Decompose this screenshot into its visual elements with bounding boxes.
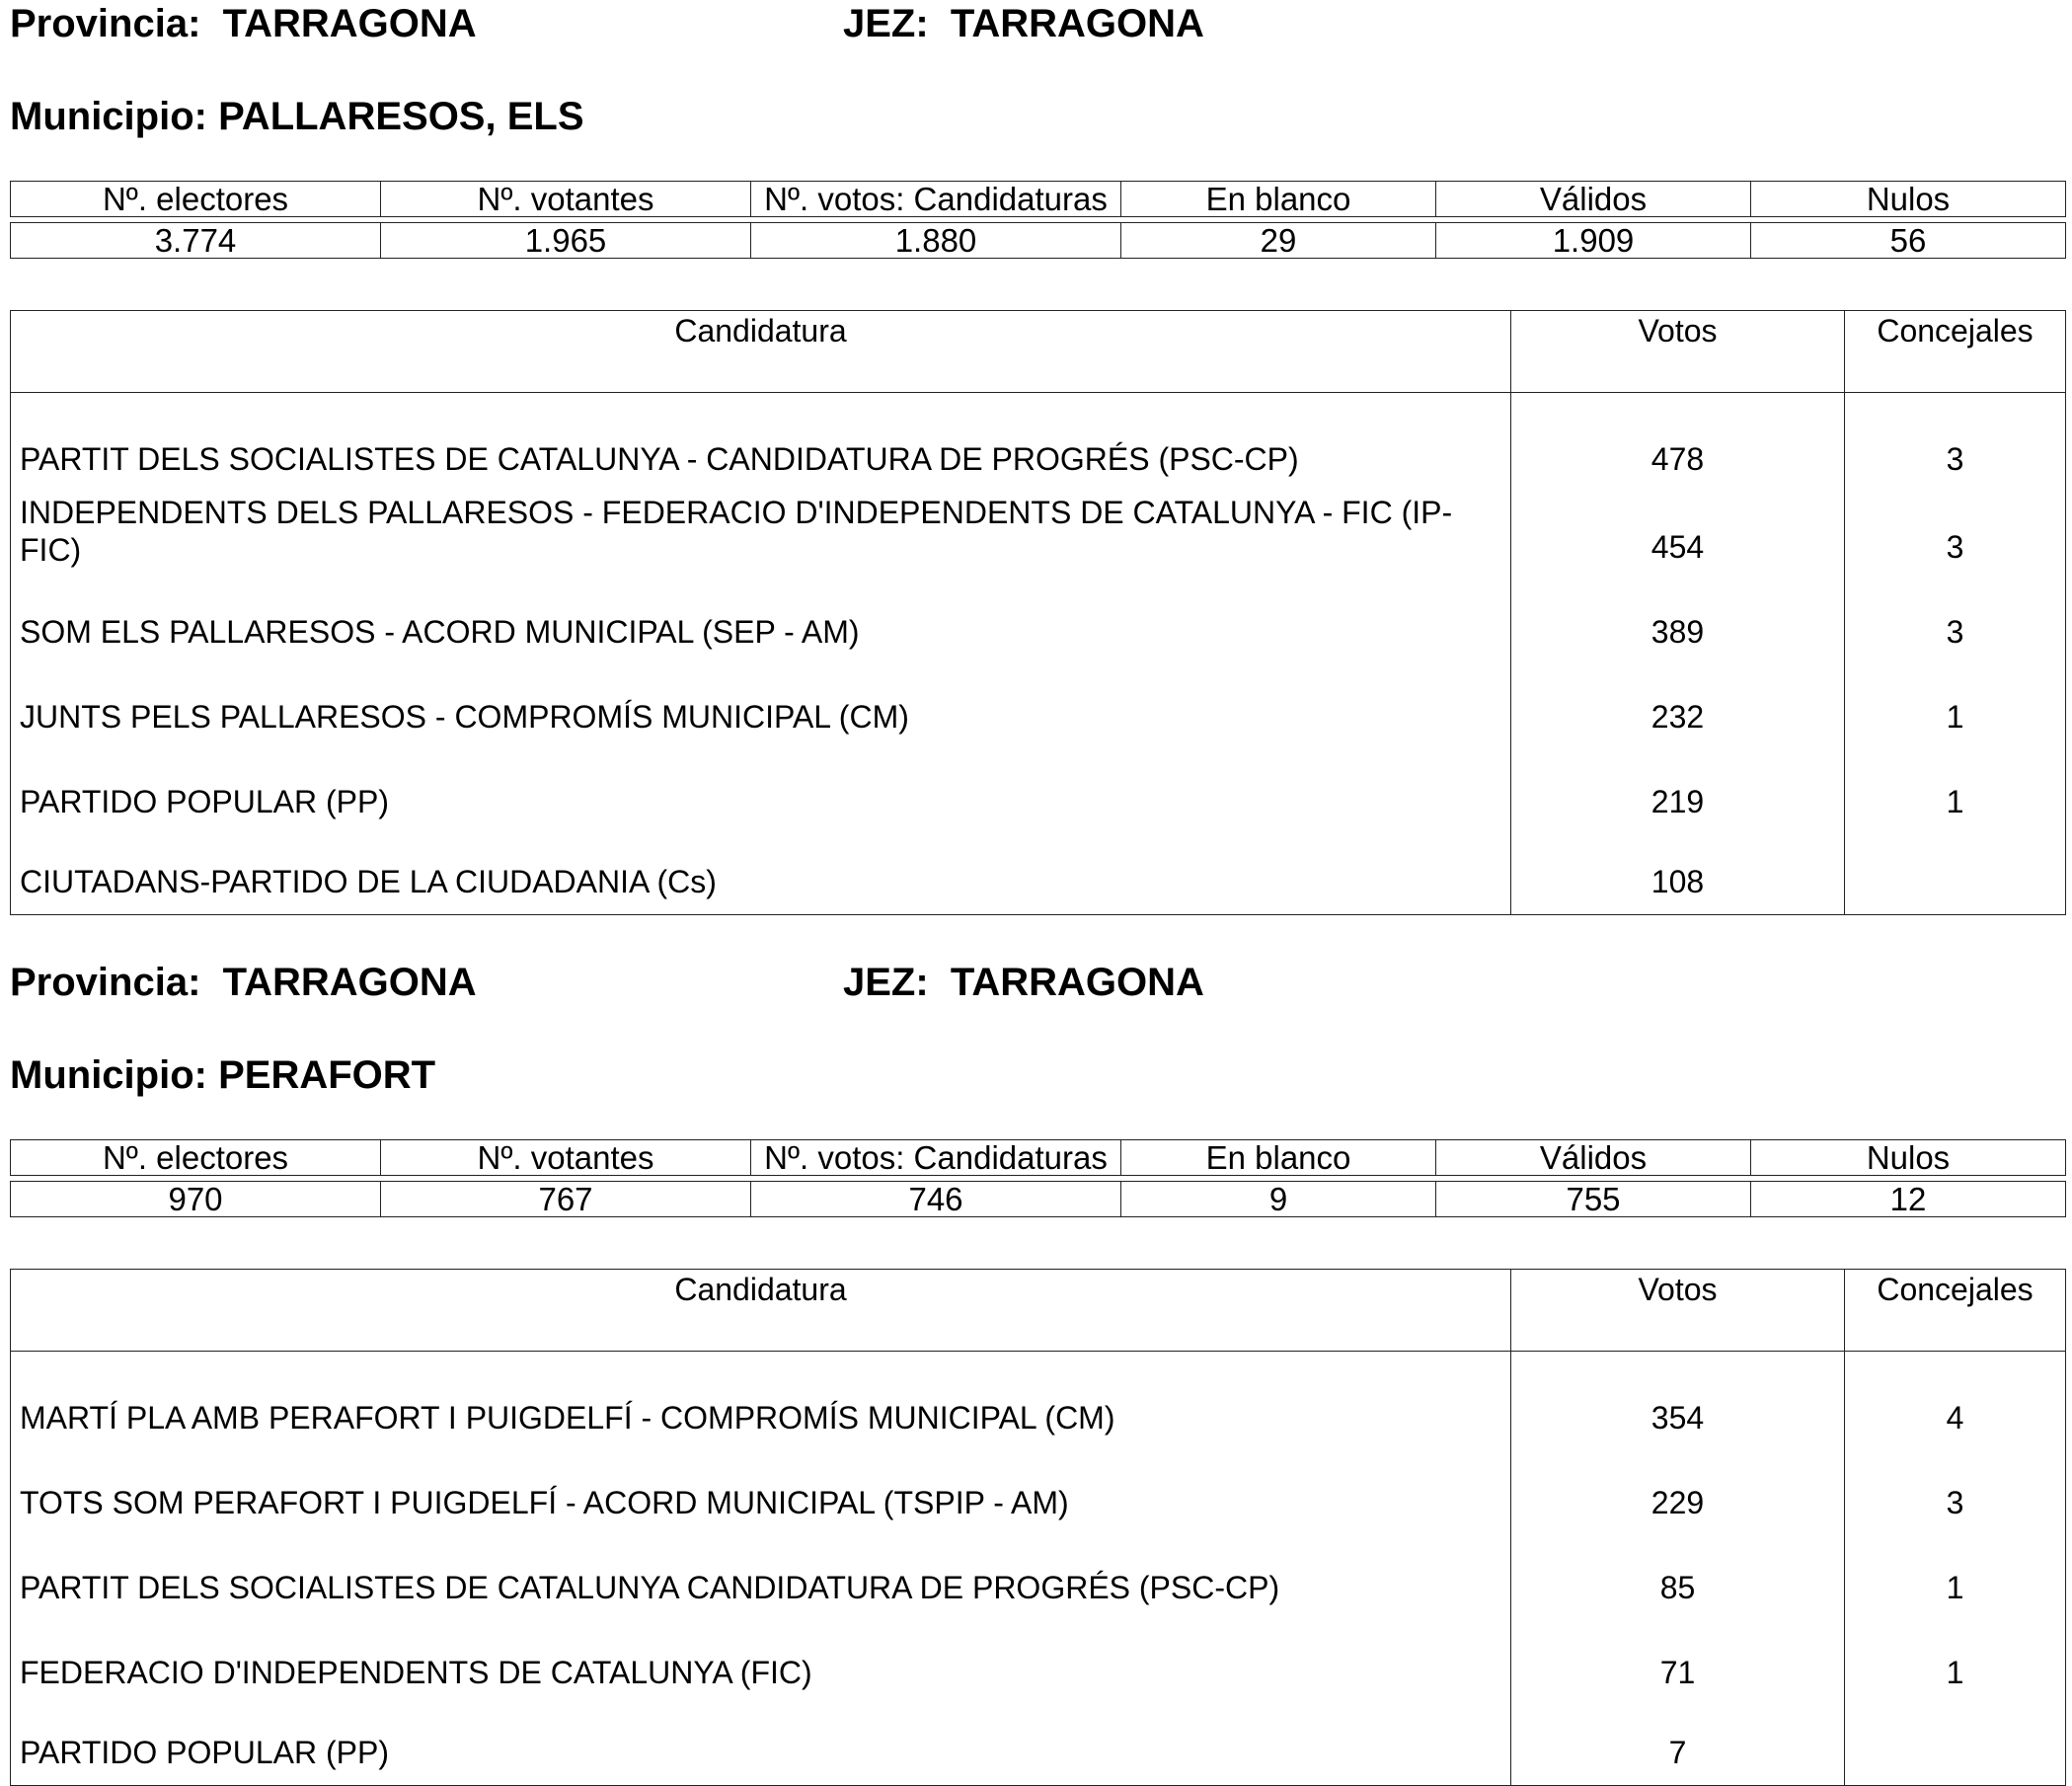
- provincia-label: Provincia:: [10, 961, 201, 1004]
- candidaturas-header-row: [11, 1270, 2066, 1352]
- table-row: [11, 1701, 2066, 1786]
- stats-header-row: [11, 1140, 2066, 1176]
- candidaturas-table: [10, 310, 2066, 915]
- candidatura-name: PARTIDO POPULAR (PP): [11, 745, 1511, 830]
- candidatura-name: PARTIT DELS SOCIALISTES DE CATALUNYA - CANDIDATURA DE PROGRÉS (PSC-CP): [11, 393, 1511, 488]
- candidaturas-header-row: [11, 311, 2066, 393]
- municipio-value: PERAFORT: [218, 1053, 436, 1097]
- stats-value-votantes: 1.965: [381, 223, 751, 259]
- stats-value-nulos: 56: [1751, 223, 2066, 259]
- municipio-value: PALLARESOS, ELS: [218, 95, 584, 138]
- candidatura-votos: 232: [1511, 660, 1845, 745]
- stats-value-electores: 3.774: [11, 223, 381, 259]
- table-row: [11, 488, 2066, 576]
- header-votos: Votos: [1511, 311, 1845, 393]
- candidatura-concejales: 1: [1845, 1531, 2066, 1616]
- header-candidatura: Candidatura: [11, 311, 1511, 393]
- header-concejales: Concejales: [1845, 311, 2066, 393]
- stats-value-votantes: 767: [381, 1182, 751, 1217]
- table-row: [11, 1446, 2066, 1531]
- candidatura-concejales: 1: [1845, 660, 2066, 745]
- stats-header-electores: Nº. electores: [11, 182, 381, 217]
- candidatura-name: MARTÍ PLA AMB PERAFORT I PUIGDELFÍ - COMPROMÍS MUNICIPAL (CM): [11, 1352, 1511, 1446]
- candidatura-concejales: [1845, 830, 2066, 915]
- candidatura-votos: 389: [1511, 576, 1845, 660]
- stats-value-votos-candidaturas: 746: [751, 1182, 1121, 1217]
- candidatura-concejales: 3: [1845, 393, 2066, 488]
- candidatura-votos: 354: [1511, 1352, 1845, 1446]
- stats-table: [10, 181, 2066, 259]
- stats-value-nulos: 12: [1751, 1182, 2066, 1217]
- provincia-heading: [10, 959, 477, 1006]
- candidatura-votos: 229: [1511, 1446, 1845, 1531]
- stats-value-electores: 970: [11, 1182, 381, 1217]
- municipio-heading: [10, 1051, 435, 1099]
- header-concejales: Concejales: [1845, 1270, 2066, 1352]
- provincia-label: Provincia:: [10, 2, 201, 45]
- stats-header-validos: Válidos: [1436, 182, 1751, 217]
- table-row: [11, 830, 2066, 915]
- provincia-value: TARRAGONA: [222, 2, 477, 45]
- jez-value: TARRAGONA: [950, 961, 1204, 1004]
- jez-label: JEZ:: [843, 961, 929, 1004]
- candidatura-name: JUNTS PELS PALLARESOS - COMPROMÍS MUNICIPAL (CM): [11, 660, 1511, 745]
- table-row: [11, 393, 2066, 488]
- stats-value-row: [11, 1182, 2066, 1217]
- provincia-heading: [10, 0, 477, 47]
- candidatura-concejales: 3: [1845, 488, 2066, 576]
- header-votos: Votos: [1511, 1270, 1845, 1352]
- stats-value-validos: 755: [1436, 1182, 1751, 1217]
- jez-value: TARRAGONA: [950, 2, 1204, 45]
- candidatura-concejales: 1: [1845, 745, 2066, 830]
- stats-header-en-blanco: En blanco: [1121, 182, 1436, 217]
- candidatura-votos: 85: [1511, 1531, 1845, 1616]
- candidatura-name: SOM ELS PALLARESOS - ACORD MUNICIPAL (SEP - AM): [11, 576, 1511, 660]
- candidatura-name: PARTIT DELS SOCIALISTES DE CATALUNYA CANDIDATURA DE PROGRÉS (PSC-CP): [11, 1531, 1511, 1616]
- stats-value-en-blanco: 9: [1121, 1182, 1436, 1217]
- stats-header-votos-candidaturas: Nº. votos: Candidaturas: [751, 182, 1121, 217]
- candidatura-votos: 219: [1511, 745, 1845, 830]
- candidatura-concejales: 1: [1845, 1616, 2066, 1701]
- stats-header-row: [11, 182, 2066, 217]
- candidatura-concejales: 3: [1845, 576, 2066, 660]
- stats-value-validos: 1.909: [1436, 223, 1751, 259]
- candidatura-votos: 71: [1511, 1616, 1845, 1701]
- stats-header-votos-candidaturas: Nº. votos: Candidaturas: [751, 1140, 1121, 1176]
- stats-header-nulos: Nulos: [1751, 1140, 2066, 1176]
- candidatura-name: INDEPENDENTS DELS PALLARESOS - FEDERACIO D'INDEPENDENTS DE CATALUNYA - FIC (IP-FIC): [11, 488, 1511, 576]
- stats-value-row: [11, 223, 2066, 259]
- stats-header-nulos: Nulos: [1751, 182, 2066, 217]
- municipio-heading: [10, 93, 584, 140]
- candidatura-name: CIUTADANS-PARTIDO DE LA CIUDADANIA (Cs): [11, 830, 1511, 915]
- table-row: [11, 576, 2066, 660]
- candidatura-name: TOTS SOM PERAFORT I PUIGDELFÍ - ACORD MUNICIPAL (TSPIP - AM): [11, 1446, 1511, 1531]
- table-row: [11, 1616, 2066, 1701]
- candidatura-name: FEDERACIO D'INDEPENDENTS DE CATALUNYA (FIC): [11, 1616, 1511, 1701]
- table-row: [11, 745, 2066, 830]
- candidatura-concejales: [1845, 1701, 2066, 1786]
- candidatura-concejales: 4: [1845, 1352, 2066, 1446]
- candidatura-concejales: 3: [1845, 1446, 2066, 1531]
- stats-header-votantes: Nº. votantes: [381, 1140, 751, 1176]
- stats-header-electores: Nº. electores: [11, 1140, 381, 1176]
- stats-value-votos-candidaturas: 1.880: [751, 223, 1121, 259]
- candidatura-votos: 454: [1511, 488, 1845, 576]
- jez-heading: [843, 0, 1204, 47]
- municipio-label: Municipio:: [10, 95, 207, 138]
- table-row: [11, 1352, 2066, 1446]
- jez-label: JEZ:: [843, 2, 929, 45]
- candidatura-votos: 7: [1511, 1701, 1845, 1786]
- candidaturas-table: [10, 1269, 2066, 1786]
- table-row: [11, 1531, 2066, 1616]
- candidatura-votos: 108: [1511, 830, 1845, 915]
- candidatura-name: PARTIDO POPULAR (PP): [11, 1701, 1511, 1786]
- stats-header-validos: Válidos: [1436, 1140, 1751, 1176]
- stats-value-en-blanco: 29: [1121, 223, 1436, 259]
- municipio-label: Municipio:: [10, 1053, 207, 1097]
- table-row: [11, 660, 2066, 745]
- jez-heading: [843, 959, 1204, 1006]
- candidatura-votos: 478: [1511, 393, 1845, 488]
- stats-table: [10, 1139, 2066, 1217]
- provincia-value: TARRAGONA: [222, 961, 477, 1004]
- stats-header-votantes: Nº. votantes: [381, 182, 751, 217]
- header-candidatura: Candidatura: [11, 1270, 1511, 1352]
- stats-header-en-blanco: En blanco: [1121, 1140, 1436, 1176]
